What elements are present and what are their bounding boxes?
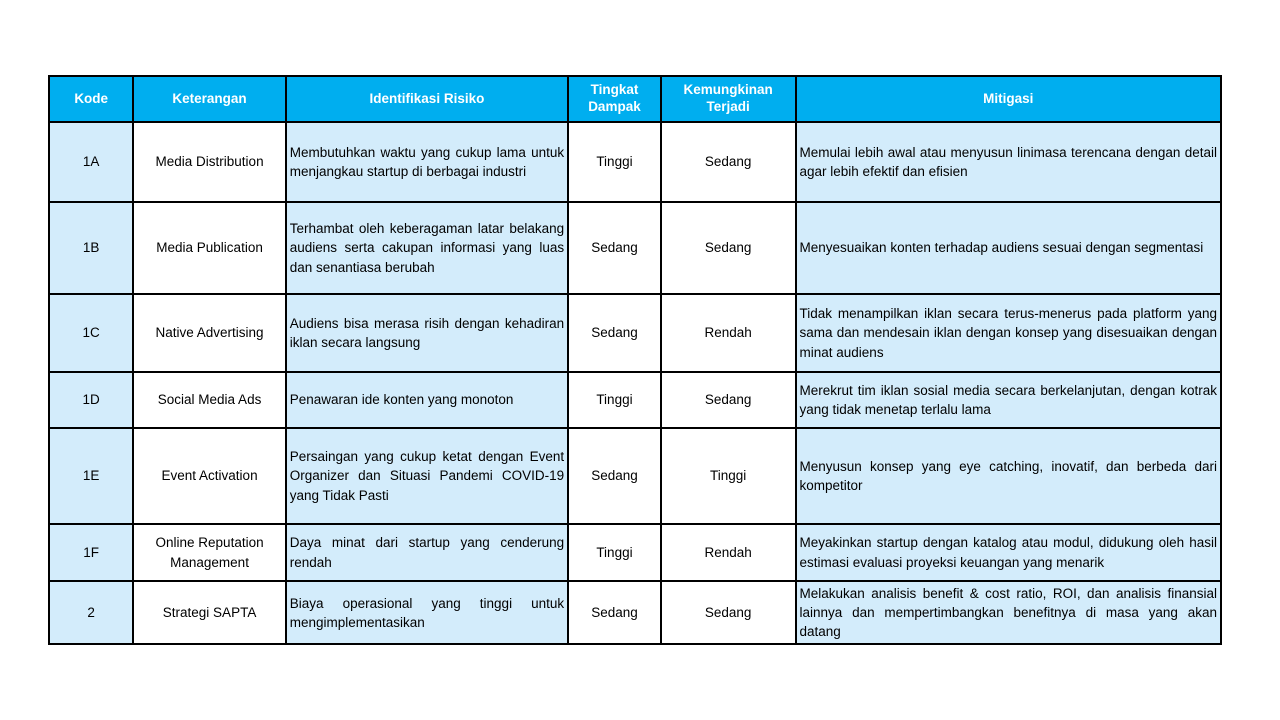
cell-kode: 1F [49, 524, 133, 581]
cell-keterangan: Social Media Ads [133, 372, 285, 428]
table-row [49, 122, 1221, 202]
table-row [49, 294, 1221, 372]
cell-dampak: Tinggi [568, 122, 661, 202]
cell-kemungkinan: Rendah [661, 294, 796, 372]
cell-kemungkinan: Sedang [661, 122, 796, 202]
column-header-kode: Kode [49, 76, 133, 122]
cell-mitigasi: Menyesuaikan konten terhadap audiens sesuai dengan segmentasi [796, 202, 1221, 294]
cell-risiko: Audiens bisa merasa risih dengan kehadiran iklan secara langsung [286, 294, 568, 372]
column-header-dampak: Tingkat Dampak [568, 76, 661, 122]
cell-risiko: Daya minat dari startup yang cenderung rendah [286, 524, 568, 581]
cell-kemungkinan: Rendah [661, 524, 796, 581]
cell-mitigasi: Memulai lebih awal atau menyusun linimasa terencana dengan detail agar lebih efektif dan efisien [796, 122, 1221, 202]
header-row [49, 76, 1221, 122]
cell-dampak: Tinggi [568, 372, 661, 428]
column-header-risiko: Identifikasi Risiko [286, 76, 568, 122]
column-header-mitigasi: Mitigasi [796, 76, 1221, 122]
cell-risiko: Biaya operasional yang tinggi untuk mengimplementasikan [286, 581, 568, 644]
cell-kemungkinan: Sedang [661, 372, 796, 428]
cell-mitigasi: Tidak menampilkan iklan secara terus-menerus pada platform yang sama dan mendesain iklan dengan konsep yang disesuaikan dengan minat audiens [796, 294, 1221, 372]
cell-kemungkinan: Sedang [661, 581, 796, 644]
table-row [49, 581, 1221, 644]
cell-kode: 1B [49, 202, 133, 294]
column-header-kemungkinan: Kemungkinan Terjadi [661, 76, 796, 122]
cell-kode: 1C [49, 294, 133, 372]
cell-kode: 1D [49, 372, 133, 428]
cell-keterangan: Media Distribution [133, 122, 285, 202]
cell-keterangan: Strategi SAPTA [133, 581, 285, 644]
cell-dampak: Tinggi [568, 524, 661, 581]
column-header-keterangan: Keterangan [133, 76, 285, 122]
cell-risiko: Penawaran ide konten yang monoton [286, 372, 568, 428]
cell-kode: 2 [49, 581, 133, 644]
cell-dampak: Sedang [568, 202, 661, 294]
cell-keterangan: Media Publication [133, 202, 285, 294]
cell-dampak: Sedang [568, 581, 661, 644]
cell-kemungkinan: Sedang [661, 202, 796, 294]
cell-keterangan: Online Reputation Management [133, 524, 285, 581]
cell-kode: 1E [49, 428, 133, 524]
table-row [49, 202, 1221, 294]
cell-mitigasi: Meyakinkan startup dengan katalog atau modul, didukung oleh hasil estimasi evaluasi proyeksi keuangan yang menarik [796, 524, 1221, 581]
table-row [49, 372, 1221, 428]
cell-mitigasi: Merekrut tim iklan sosial media secara berkelanjutan, dengan kotrak yang tidak menetap terlalu lama [796, 372, 1221, 428]
cell-dampak: Sedang [568, 428, 661, 524]
table-header [49, 76, 1221, 122]
cell-kemungkinan: Tinggi [661, 428, 796, 524]
cell-keterangan: Native Advertising [133, 294, 285, 372]
cell-risiko: Persaingan yang cukup ketat dengan Event Organizer dan Situasi Pandemi COVID-19 yang Tidak Pasti [286, 428, 568, 524]
cell-risiko: Membutuhkan waktu yang cukup lama untuk menjangkau startup di berbagai industri [286, 122, 568, 202]
risk-mitigation-table [48, 75, 1222, 645]
cell-risiko: Terhambat oleh keberagaman latar belakang audiens serta cakupan informasi yang luas dan senantiasa berubah [286, 202, 568, 294]
cell-mitigasi: Menyusun konsep yang eye catching, inovatif, dan berbeda dari kompetitor [796, 428, 1221, 524]
risk-mitigation-table-container [48, 75, 1222, 645]
cell-dampak: Sedang [568, 294, 661, 372]
table-row [49, 428, 1221, 524]
cell-kode: 1A [49, 122, 133, 202]
cell-mitigasi: Melakukan analisis benefit & cost ratio, ROI, dan analisis finansial lainnya dan mempertimbangkan benefitnya di masa yang akan datang [796, 581, 1221, 644]
cell-keterangan: Event Activation [133, 428, 285, 524]
table-row [49, 524, 1221, 581]
table-body [49, 122, 1221, 644]
